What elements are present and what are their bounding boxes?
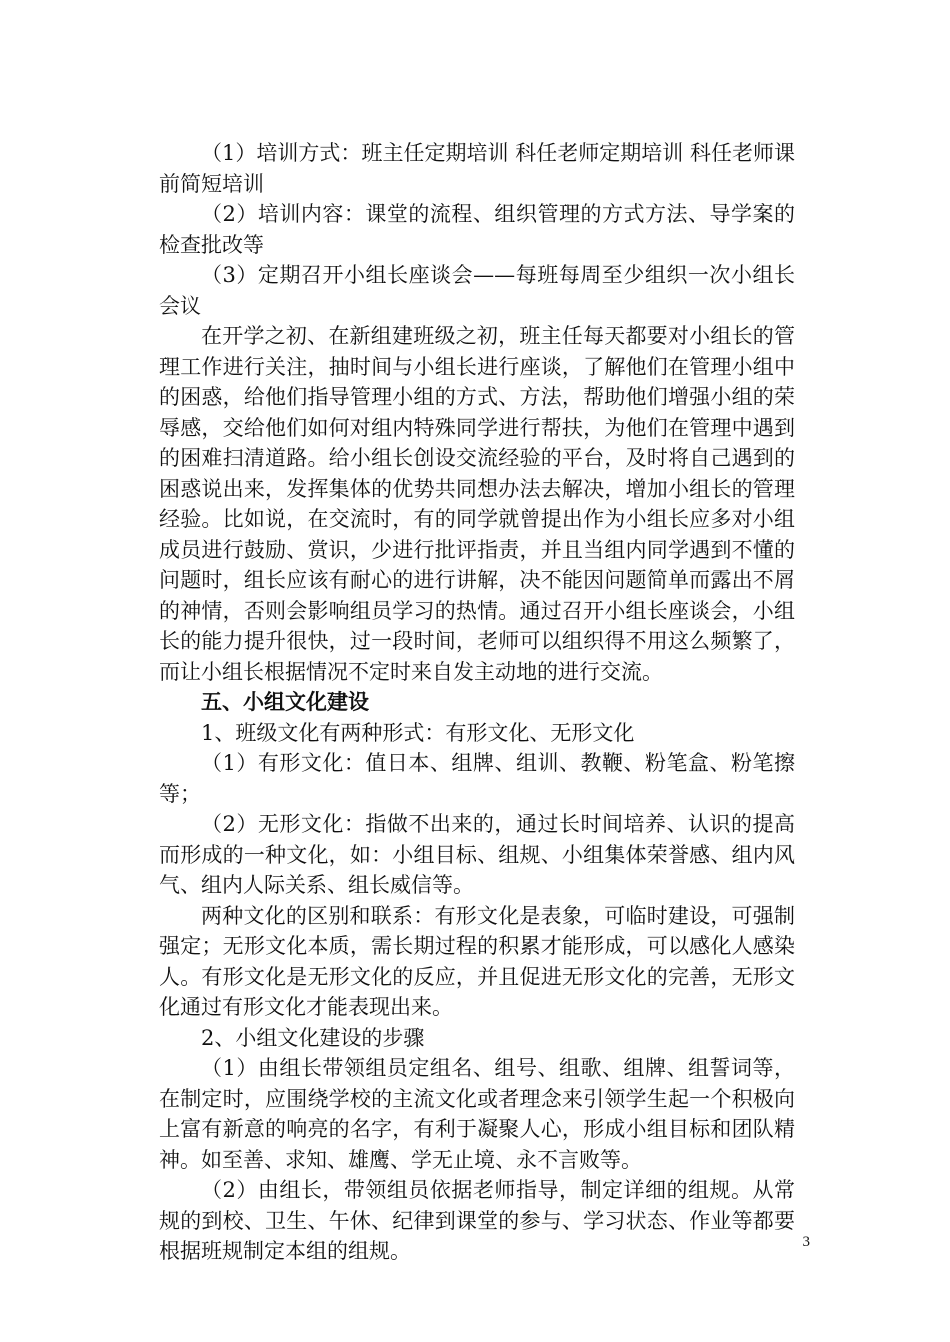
page-number: 3 (802, 1234, 810, 1250)
paragraph-culture-relationship: 两种文化的区别和联系：有形文化是表象，可临时建设，可强制强定；无形文化本质，需长期过程的积累才能形成，可以感化人感染人。有形文化是无形文化的反应，并且促进无形文化的完善，无形文化通过有形文化才能表现出来。 (159, 903, 795, 1019)
paragraph-step-rules: （2）由组长，带领组员依据老师指导，制定详细的组规。从常规的到校、卫生、午休、纪律到课堂的参与、学习状态、作业等都要根据班规制定本组的组规。 (159, 1178, 795, 1263)
body-text (159, 138, 795, 1267)
paragraph-tangible-culture: （1）有形文化：值日本、组牌、组训、教鞭、粉笔盒、粉笔擦等； (159, 751, 795, 806)
section-heading-group-culture: 五、小组文化建设 (201, 690, 369, 714)
paragraph-meeting-details: 在开学之初、在新组建班级之初，班主任每天都要对小组长的管理工作进行关注，抽时间与小组长进行座谈，了解他们在管理小组中的困惑，给他们指导管理小组的方式、方法，帮助他们增强小组的荣辱感，交给他们如何对组内特殊同学进行帮扶，为他们在管理中遇到的困难扫清道路。给小组长创设交流经验的平台，及时将自己遇到的困惑说出来，发挥集体的优势共同想办法去解决，增加小组长的管理经验。比如说，在交流时，有的同学就曾提出作为小组长应多对小组成员进行鼓励、赏识，少进行批评指责，并且当组内同学遇到不懂的问题时，组长应该有耐心的进行讲解，决不能因问题简单而露出不屑的神情，否则会影响组员学习的热情。通过召开小组长座谈会，小组长的能力提升很快，过一段时间，老师可以组织得不用这么频繁了，而让小组长根据情况不定时来自发主动地的进行交流。 (159, 324, 795, 684)
paragraph-training-method: （1）培训方式：班主任定期培训 科任老师定期培训 科任老师课前简短培训 (159, 141, 795, 196)
paragraph-culture-steps: 2、小组文化建设的步骤 (201, 1025, 425, 1050)
paragraph-group-leader-meeting: （3）定期召开小组长座谈会——每班每周至少组织一次小组长会议 (159, 263, 795, 318)
paragraph-intangible-culture: （2）无形文化：指做不出来的，通过长时间培养、认识的提高而形成的一种文化，如：小组目标、组规、小组集体荣誉感、组内风气、组内人际关系、组长威信等。 (159, 812, 795, 897)
paragraph-culture-forms: 1、班级文化有两种形式：有形文化、无形文化 (201, 720, 635, 745)
paragraph-training-content: （2）培训内容：课堂的流程、组织管理的方式方法、导学案的检查批改等 (159, 202, 795, 257)
paragraph-step-naming: （1）由组长带领组员定组名、组号、组歌、组牌、组誓词等，在制定时，应围绕学校的主流文化或者理念来引领学生起一个积极向上富有新意的响亮的名字，有利于凝聚人心，形成小组目标和团队精神。如至善、求知、雄鹰、学无止境、永不言败等。 (159, 1056, 795, 1172)
